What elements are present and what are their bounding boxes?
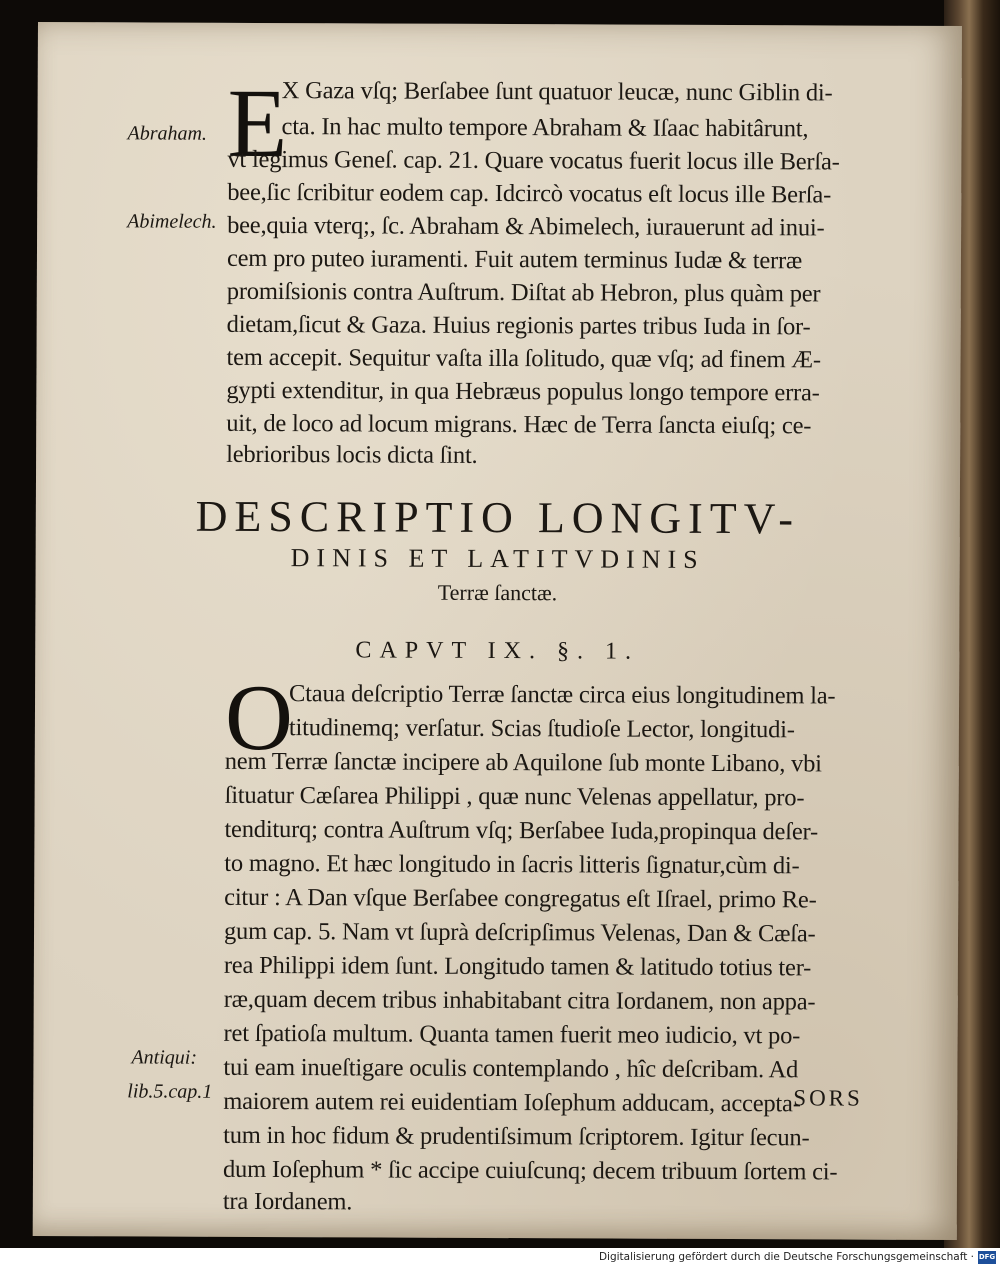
margin-note-antiqui: Antiqui: [131,1046,198,1069]
text-line: tra Iordanem. [222,1187,353,1216]
text-line: gum cap. 5. Nam vt ſuprà deſcripſimus Velenas, Dan & Cæſa- [223,917,816,948]
text-line: ret ſpatioſa multum. Quanta tamen fuerit meo iudicio, vt po- [223,1019,801,1050]
text-line: cem pro puteo iuramenti. Fuit autem terminus Iudæ & terræ [226,244,803,275]
text-line: to magno. Et hæc longitudo in ſacris litteris ſignatur,cùm di- [224,849,800,880]
dropcap-o: O [224,665,294,771]
text-line: tum in hoc fidum & prudentiſsimum ſcriptorem. Igitur ſecun- [223,1121,810,1152]
text-line: X Gaza vſq; Berſabee ſunt quatuor leucæ, nunc Giblin di- [281,77,833,107]
catchword: SORS [793,1085,863,1111]
text-line: vt legimus Geneſ. cap. 21. Quare vocatus fuerit locus ille Berſa- [227,145,840,176]
text-line: promiſsionis contra Auſtrum. Diſtat ab Hebron, plus quàm per [226,277,821,308]
margin-note-abimelech: Abimelech. [127,210,217,233]
book-page [33,22,962,1240]
text-line: uit, de loco ad locum migrans. Hæc de Terra ſancta eiuſq; ce- [226,409,812,440]
text-line: dum Ioſephum * ſic accipe cuiuſcunq; decem tribuum ſortem ci- [222,1155,838,1186]
funding-credit: Digitalisierung gefördert durch die Deutsche Forschungsgemeinschaft · [598,1251,974,1263]
section-subtitle: Terræ ſanctæ. [437,579,558,606]
text-line: citur : A Dan vſque Berſabee congregatus eſt Iſrael, primo Re- [224,883,817,914]
chapter-heading: CAPVT IX. §. 1. [355,637,640,665]
text-line: nem Terræ ſanctæ incipere ab Aquilone ſub monte Libano, vbi [224,747,822,778]
text-line: tem accepit. Sequitur vaſta illa ſolitudo, quæ vſq; ad finem Æ- [226,343,821,374]
text-line: maiorem autem rei euidentiam Ioſephum adducam, accepta- [223,1087,801,1118]
text-line: bee,quia vterq;, ſc. Abraham & Abimelech, iurauerunt ad inui- [227,211,825,242]
dropcap-e: E [227,69,288,179]
text-line: dietam,ſicut & Gaza. Huius regionis partes tribus Iuda in ſor- [226,310,811,341]
section-title-line-2: DINIS ET LATITVDINIS [290,543,705,574]
text-line: cta. In hac multo tempore Abraham & Iſaac habitârunt, [281,113,809,143]
text-line: tui eam inueſtigare oculis contemplando , hîc deſcribam. Ad [223,1053,799,1084]
text-line: Ctaua deſcriptio Terræ ſanctæ circa eius longitudinem la- [289,680,836,710]
text-line: titudinemq; verſatur. Scias ſtudioſe Lector, longitudi- [288,714,795,744]
section-title-line-1: DESCRIPTIO LONGITV- [195,491,801,544]
margin-note-lib: lib.5.cap.1 [127,1080,213,1103]
text-line: bee,ſic ſcribitur eodem cap. Idcircò vocatus eſt locus ille Berſa- [227,178,832,209]
margin-note-abraham: Abraham. [127,122,208,145]
text-line: ſituatur Cæſarea Philippi , quæ nunc Velenas appellatur, pro- [224,781,805,812]
digitization-footer [0,1248,1000,1268]
text-line: tenditurq; contra Auſtrum vſq; Berſabee Iuda,propinqua deſer- [224,815,819,846]
text-line: rea Philippi idem ſunt. Longitudo tamen & latitudo totius ter- [223,951,812,982]
text-line: ræ,quam decem tribus inhabitabant citra Iordanem, non appa- [223,985,816,1016]
text-line: gypti extenditur, in qua Hebræus populus longo tempore erra- [226,376,820,407]
text-line: lebrioribus locis dicta ſint. [226,440,478,469]
dfg-logo: DFG [978,1251,996,1264]
